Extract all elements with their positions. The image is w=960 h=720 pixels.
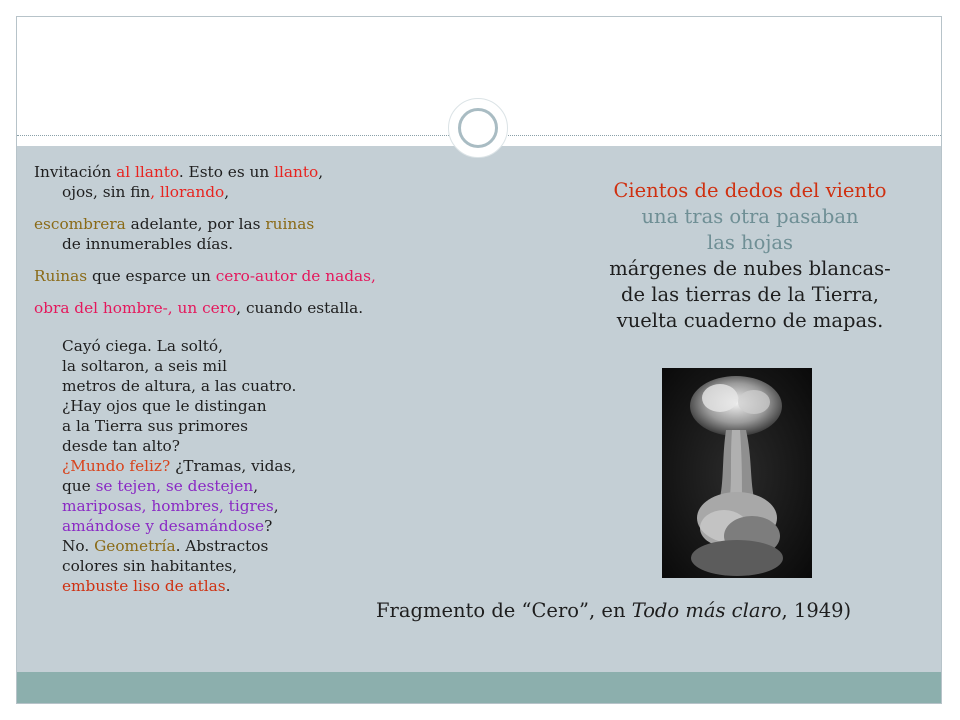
poem-text: , <box>318 163 324 181</box>
poem-highlight: Geometría <box>94 537 176 555</box>
poem-line <box>34 162 464 182</box>
poem-highlight: Ruinas <box>34 267 88 285</box>
poem-highlight: embuste liso de atlas <box>62 577 226 595</box>
poem-line: una tras otra pasaban <box>641 205 859 228</box>
poem-line: Cientos de dedos del viento <box>613 179 887 202</box>
poem-highlight: se tejen, se destejen <box>95 477 254 495</box>
circle-icon <box>458 108 498 148</box>
poem-line <box>34 266 464 286</box>
footer-bar <box>17 672 941 703</box>
poem-text: , <box>253 477 259 495</box>
caption-text: Fragmento de “Cero”, en <box>376 599 632 622</box>
poem-text: No. <box>62 537 95 555</box>
poem-highlight: llanto <box>274 163 319 181</box>
poem-highlight: ruinas <box>265 215 315 233</box>
poem-text: adelante, por las <box>125 215 266 233</box>
poem-line <box>34 536 464 556</box>
poem-line: vuelta cuaderno de mapas. <box>616 309 884 332</box>
poem-line <box>34 298 464 318</box>
poem-line <box>34 456 464 476</box>
poem-line: la soltaron, a seis mil <box>62 357 227 375</box>
poem-line: a la Tierra sus primores <box>62 417 248 435</box>
poem-line: colores sin habitantes, <box>62 557 238 575</box>
poem-text: ¿Tramas, vidas, <box>170 457 297 475</box>
poem-highlight: mariposas, hombres, tigres <box>62 497 274 515</box>
caption <box>376 598 936 624</box>
poem-text: Invitación <box>34 163 117 181</box>
poem-line: de las tierras de la Tierra, <box>621 283 879 306</box>
poem-highlight: amándose y desamándose <box>62 517 265 535</box>
poem-highlight: cero-autor de nadas, <box>215 267 376 285</box>
poem-text: , <box>224 183 230 201</box>
poem-line: las hojas <box>706 231 794 254</box>
poem-text: . <box>225 577 231 595</box>
poem-line <box>34 182 464 202</box>
poem-text: ojos, sin fin <box>62 183 151 201</box>
caption-text: , 1949) <box>781 599 852 622</box>
poem-text: que esparce un <box>87 267 216 285</box>
poem-text: , <box>273 497 279 515</box>
poem-text: . Abstractos <box>175 537 269 555</box>
poem-text: que <box>62 477 96 495</box>
mushroom-cloud-icon <box>662 368 812 578</box>
poem-text: ? <box>264 517 273 535</box>
poem-line: márgenes de nubes blancas- <box>609 257 891 280</box>
poem-line <box>34 496 464 516</box>
right-poem <box>560 178 940 334</box>
poem-line: ¿Hay ojos que le distingan <box>62 397 267 415</box>
poem-line: de innumerables días. <box>62 235 234 253</box>
poem-line: metros de altura, a las cuatro. <box>62 377 297 395</box>
poem-highlight: al llanto <box>116 163 179 181</box>
poem-line: Cayó ciega. La soltó, <box>62 337 223 355</box>
poem-highlight: , llorando <box>150 183 225 201</box>
poem-line <box>34 576 464 596</box>
poem-line <box>34 476 464 496</box>
poem-text: . Esto es un <box>178 163 275 181</box>
left-poem <box>34 162 464 596</box>
book-title: Todo más claro <box>631 599 782 622</box>
poem-line <box>34 516 464 536</box>
poem-text: , cuando estalla. <box>236 299 364 317</box>
poem-line <box>34 214 464 234</box>
poem-highlight: ¿Mundo feliz? <box>62 457 171 475</box>
poem-highlight: obra del hombre-, un cero <box>34 299 237 317</box>
mushroom-cloud-photo <box>662 368 812 578</box>
poem-highlight: escombrera <box>34 215 126 233</box>
poem-line: desde tan alto? <box>62 437 180 455</box>
